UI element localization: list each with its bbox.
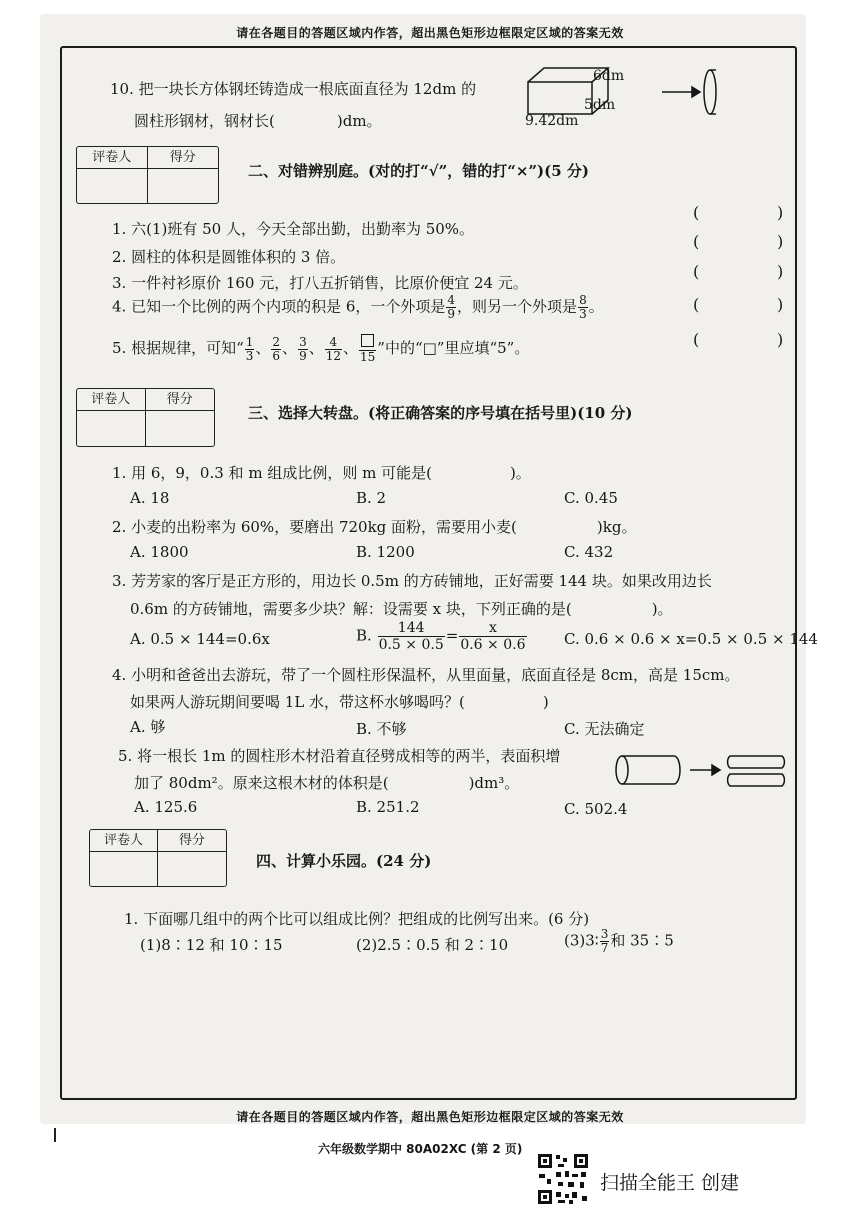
frac-den: 7	[600, 941, 609, 955]
s3-q1-option-c: C. 0.45	[564, 489, 618, 507]
s2-answer-3-open: (	[693, 262, 700, 281]
equals-sign: =	[445, 626, 459, 645]
s3-q3-option-c: C. 0.6 × 0.6 × x=0.5 × 0.5 × 144	[564, 630, 818, 648]
section4-title: 四、计算小乐园。(24 分)	[256, 852, 432, 870]
reviewer-cell[interactable]	[77, 411, 146, 446]
s4-part-3-end: 和 35∶5	[610, 931, 674, 950]
s4-part-2: (2)2.5∶0.5 和 2∶10	[356, 936, 509, 954]
arrow-icon	[662, 87, 700, 97]
fraction-3-7	[600, 928, 610, 955]
s2-answer-2-open: (	[693, 232, 700, 251]
s3-q4-end: )	[542, 693, 549, 711]
frac-den: 6	[272, 348, 281, 363]
s2-answer-1-close: )	[777, 203, 784, 222]
s3-q3-line2-text: 0.6m 的方砖铺地，需要多少块？解：设需要 x 块，下列正确的是(	[130, 600, 572, 618]
s2-answer-4-close: )	[777, 295, 784, 314]
fraction-x	[459, 620, 526, 653]
frac-num: 1	[245, 334, 254, 349]
s2-answer-5-open: (	[693, 330, 700, 349]
grader-box-4	[89, 829, 227, 887]
s3-q3-option-a: A. 0.5 × 144=0.6x	[130, 630, 270, 648]
s3-q3-line1: 3. 芳芳家的客厅是正方形的，用边长 0.5m 的方砖铺地，正好需要 144 块。如果改用边长	[112, 572, 712, 590]
frac-den: 3	[579, 307, 587, 321]
log-split-figure	[612, 746, 792, 794]
frac-den: 0.5 × 0.5	[378, 637, 444, 653]
fraction-box	[359, 334, 376, 364]
page-footer: 六年级数学期中 80A02XC (第 2 页)	[318, 1142, 523, 1156]
option-b-label: B.	[356, 626, 372, 645]
s2-answer-2-close: )	[777, 232, 784, 251]
fraction	[245, 336, 255, 363]
s3-q1-end: )。	[509, 464, 531, 482]
frac-num: 144	[378, 620, 445, 637]
bottom-banner: 请在各题目的答题区域内作答，超出黑色矩形边框限定区域的答案无效	[236, 1110, 624, 1124]
s3-q3-end: )。	[651, 600, 673, 618]
s3-q5-line2-text: 加了 80dm²。原来这根木材的体积是(	[134, 774, 389, 792]
score-label: 得分	[158, 830, 226, 852]
s3-q2-option-b: B. 1200	[356, 543, 415, 561]
s3-q4-option-b: B. 不够	[356, 720, 407, 738]
s2-item-5-end: ”中的“□”里应填“5”。	[377, 339, 530, 357]
cuboid-length-label: 9.42dm	[525, 113, 579, 129]
top-banner: 请在各题目的答题区域内作答，超出黑色矩形边框限定区域的答案无效	[236, 26, 624, 40]
scanner-watermark: 扫描全能王 创建	[600, 1172, 740, 1194]
q10-line2-end: )dm。	[336, 112, 382, 130]
s3-q3-line2	[130, 598, 673, 619]
s3-q1-option-b: B. 2	[356, 489, 387, 507]
s3-q5-end: )dm³。	[468, 774, 520, 792]
s3-q5-line2	[134, 772, 519, 793]
s2-item-1: 1. 六(1)班有 50 人，今天全部出勤，出勤率为 50%。	[112, 220, 475, 238]
s2-answer-3-close: )	[777, 262, 784, 281]
fraction-4-9	[446, 294, 456, 321]
frac-num-box	[359, 334, 376, 351]
s2-item-2: 2. 圆柱的体积是圆锥体积的 3 倍。	[112, 248, 346, 266]
s3-q5-option-b: B. 251.2	[356, 798, 420, 816]
s3-q2	[112, 516, 636, 537]
s3-q4-line2-text: 如果两人游玩期间要喝 1L 水，带这杯水够喝吗？(	[130, 693, 465, 711]
s2-answer-1-open: (	[693, 203, 700, 222]
s3-q1-option-a: A. 18	[130, 489, 170, 507]
s4-part-3-pre: (3)3∶	[564, 931, 599, 950]
s4-part-1: (1)8∶12 和 10∶15	[140, 936, 283, 954]
frac-den: 3	[245, 348, 254, 363]
s3-q1-text: 1. 用 6，9，0.3 和 m 组成比例，则 m 可能是(	[112, 464, 432, 482]
fraction-144	[378, 620, 445, 653]
section3-title: 三、选择大转盘。(将正确答案的序号填在括号里)(10 分)	[248, 404, 633, 422]
fraction	[271, 336, 281, 363]
s3-q4-line1: 4. 小明和爸爸出去游玩，带了一个圆柱形保温杯，从里面量，底面直径是 8cm，高是 15cm。	[112, 666, 740, 684]
cuboid-height-label: 6dm	[593, 68, 625, 84]
log-icon	[616, 756, 680, 784]
s2-item-4	[112, 294, 604, 321]
frac-num: 4	[447, 293, 456, 307]
grader-box-3	[76, 388, 215, 447]
s2-item-3: 3. 一件衬衫原价 160 元，打八五折销售，比原价便宜 24 元。	[112, 274, 528, 292]
reviewer-label: 评卷人	[77, 389, 146, 411]
score-cell[interactable]	[158, 852, 226, 886]
frac-num: 8	[579, 293, 587, 307]
frac-den: 0.6 × 0.6	[460, 637, 526, 653]
frac-den: 9	[447, 307, 456, 321]
s3-q2-option-a: A. 1800	[130, 543, 189, 561]
s3-q2-option-c: C. 432	[564, 543, 614, 561]
frac-den: 12	[325, 348, 341, 363]
s3-q5-line1: 5. 将一根长 1m 的圆柱形木材沿着直径劈成相等的两半，表面积增	[118, 747, 561, 765]
s3-q4-option-a: A. 够	[130, 718, 166, 736]
frac-num: 3	[299, 334, 307, 349]
frac-num: 4	[325, 336, 342, 350]
s3-q2-end: )kg。	[596, 518, 637, 536]
s4-part-3	[564, 928, 674, 955]
s3-q3-option-b	[356, 620, 528, 653]
reviewer-cell[interactable]	[77, 169, 148, 203]
qr-code-icon	[536, 1152, 590, 1206]
blank-box	[361, 334, 374, 347]
fraction	[325, 336, 342, 363]
s2-answer-5-close: )	[777, 330, 784, 349]
s2-answer-4-open: (	[693, 295, 700, 314]
score-label: 得分	[148, 147, 219, 169]
grader-box-2	[76, 146, 219, 204]
q10-line2-text: 圆柱形钢材，钢材长(	[134, 112, 275, 130]
s3-q1	[112, 462, 531, 483]
score-label: 得分	[146, 389, 215, 411]
s2-item-4-pre: 4. 已知一个比例的两个内项的积是 6，一个外项是	[112, 297, 446, 316]
s3-q4-option-c: C. 无法确定	[564, 720, 645, 738]
fraction-8-3	[578, 294, 588, 321]
q10-line2	[134, 110, 382, 131]
cylinder-icon	[704, 70, 716, 114]
s2-item-5-pre: 5. 根据规律，可知“	[112, 339, 244, 357]
margin-tick	[54, 1128, 56, 1142]
s2-item-4-end: 。	[588, 297, 604, 316]
frac-num: 3	[600, 927, 609, 941]
split-log-icon	[728, 756, 785, 786]
s2-item-4-mid: ，则另一个外项是	[457, 297, 578, 316]
frac-den: 15	[360, 350, 376, 364]
score-cell[interactable]	[146, 411, 215, 446]
frac-num: x	[459, 620, 526, 637]
reviewer-label: 评卷人	[90, 830, 158, 852]
frac-num: 2	[272, 334, 281, 349]
s4-q1: 1. 下面哪几组中的两个比可以组成比例？把组成的比例写出来。(6 分)	[124, 910, 590, 928]
cuboid-width-label: 5dm	[584, 97, 616, 113]
fraction	[298, 336, 308, 363]
reviewer-cell[interactable]	[90, 852, 158, 886]
section2-title: 二、对错辨别庭。(对的打“√”，错的打“×”)(5 分)	[248, 162, 589, 180]
s2-item-5: 5. 根据规律，可知“ $\frac{1}{3}$ 、 $\frac{2}{6}$ 、 $\frac{3}{9}$ 、 $\frac{4}{12}$ 、 15 ”中的“□”里应填“5”。	[112, 334, 530, 364]
s3-q5-option-c: C. 502.4	[564, 800, 628, 818]
s3-q2-text: 2. 小麦的出粉率为 60%，要磨出 720kg 面粉，需要用小麦(	[112, 518, 517, 536]
q10-line1: 10. 把一块长方体钢坯铸造成一根底面直径为 12dm 的	[110, 80, 477, 98]
frac-den: 9	[299, 348, 307, 363]
s3-q5-option-a: A. 125.6	[134, 798, 198, 816]
score-cell[interactable]	[148, 169, 219, 203]
reviewer-label: 评卷人	[77, 147, 148, 169]
s3-q4-line2	[130, 691, 549, 712]
arrow-icon	[690, 765, 720, 775]
